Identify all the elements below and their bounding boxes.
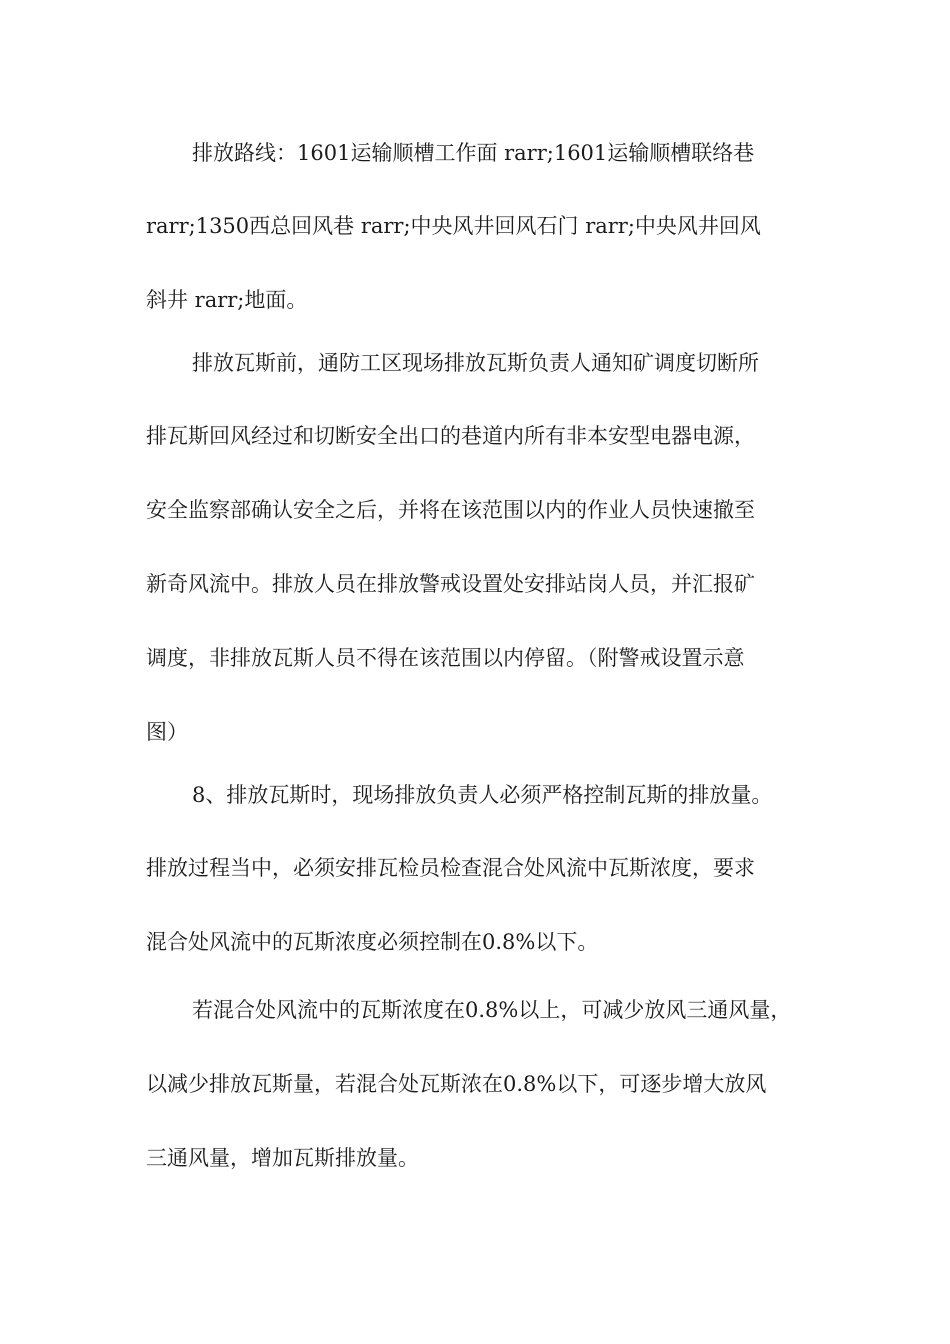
paragraph-2-line-4: 新奇风流中。排放人员在排放警戒设置处安排站岗人员，并汇报矿 <box>146 572 755 596</box>
paragraph-2-line-1: 排放瓦斯前，通防工区现场排放瓦斯负责人通知矿调度切断所 <box>192 351 759 375</box>
paragraph-1-line-3: 斜井 rarr;地面。 <box>146 288 308 312</box>
paragraph-2-line-2: 排瓦斯回风经过和切断安全出口的巷道内所有非本安型电器电源， <box>146 424 755 448</box>
paragraph-4-line-1: 若混合处风流中的瓦斯浓度在0.8%以上，可减少放风三通风量， <box>192 998 792 1022</box>
paragraph-2-line-5: 调度，非排放瓦斯人员不得在该范围以内停留。（附警戒设置示意 <box>146 646 745 670</box>
paragraph-4-line-3: 三通风量，增加瓦斯排放量。 <box>146 1146 419 1170</box>
paragraph-3-line-2: 排放过程当中，必须安排瓦检员检查混合处风流中瓦斯浓度，要求 <box>146 856 755 880</box>
paragraph-3-line-1: 8、排放瓦斯时，现场排放负责人必须严格控制瓦斯的排放量。 <box>192 783 773 807</box>
paragraph-3-line-3: 混合处风流中的瓦斯浓度必须控制在0.8%以下。 <box>146 930 599 954</box>
paragraph-4-line-2: 以减少排放瓦斯量，若混合处瓦斯浓在0.8%以下，可逐步增大放风 <box>146 1072 767 1096</box>
paragraph-1-line-2: rarr;1350西总回风巷 rarr;中央风井回风石门 rarr;中央风井回风 <box>146 214 761 238</box>
paragraph-2-line-6: 图） <box>146 720 188 744</box>
paragraph-2-line-3: 安全监察部确认安全之后，并将在该范围以内的作业人员快速撤至 <box>146 498 755 522</box>
paragraph-1-line-1: 排放路线：1601运输顺槽工作面 rarr;1601运输顺槽联络巷 <box>192 141 755 165</box>
